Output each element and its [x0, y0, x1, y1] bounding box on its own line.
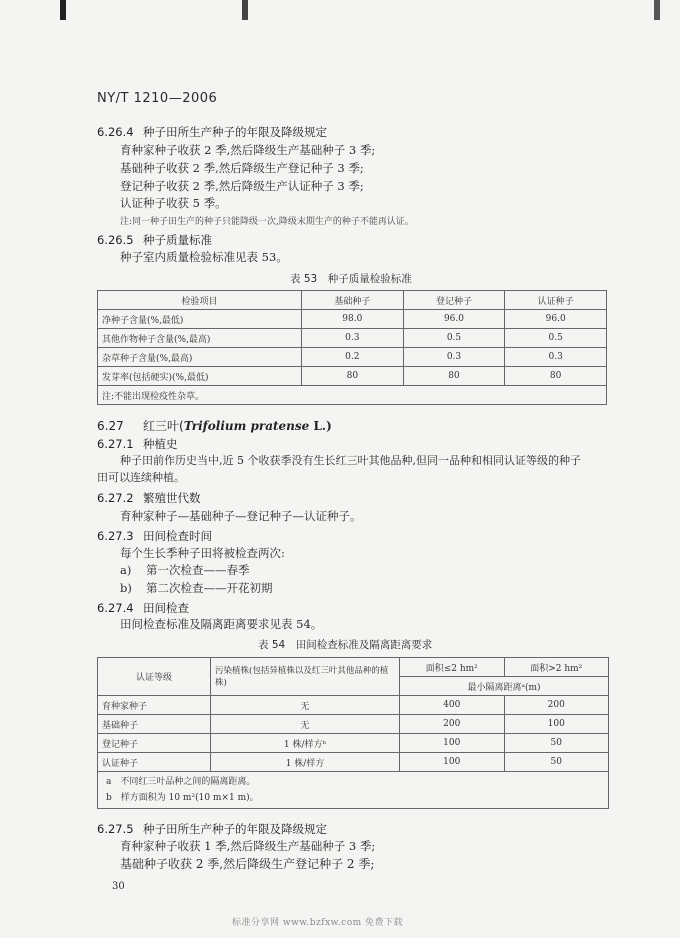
standard-number: NY/T 1210—2006	[97, 91, 218, 106]
footer-watermark: 标准分享网 www.bzfxw.com 免费下载	[232, 918, 404, 928]
cell: 登记种子	[98, 734, 211, 753]
section-number: 6.27.1	[97, 437, 134, 451]
page-number: 30	[112, 881, 125, 892]
paragraph-line: 种子田前作历史当中,近 5 个收获季没有生长红三叶其他品种,但同一品种和相同认证等级的种子	[120, 454, 581, 467]
table-notes	[98, 772, 609, 809]
list-label: b)	[120, 581, 132, 595]
table-row	[98, 367, 607, 386]
header-cell: 最小隔离距离ᵃ(m)	[400, 677, 609, 696]
table-note-row	[98, 772, 609, 809]
cell: 基础种子	[98, 715, 211, 734]
header-cell: 污染植株(包括异植株以及红三叶其他品种的植株)	[211, 658, 400, 696]
paragraph-line: 育种家种子收获 1 季,然后降级生产基础种子 3 季;	[120, 839, 376, 853]
table-row	[98, 696, 609, 715]
section-6-27-3-heading	[97, 528, 212, 544]
paragraph-line: 基础种子收获 2 季,然后降级生产登记种子 2 季;	[120, 857, 375, 871]
cell: 100	[400, 753, 505, 772]
table-53-caption: 表 53 种子质量检验标准	[290, 273, 412, 285]
section-number: 6.27.4	[97, 601, 134, 615]
list-text: 第二次检查——开花初期	[146, 581, 273, 595]
paragraph-line: 种子室内质量检验标准见表 53。	[120, 250, 288, 264]
top-border-artifact	[60, 0, 660, 20]
paragraph-line: 育种家种子—基础种子—登记种子—认证种子。	[120, 509, 362, 523]
cell: 200	[504, 696, 609, 715]
cell: 50	[504, 734, 609, 753]
cell: 0.5	[505, 329, 607, 348]
table-header-row	[98, 658, 609, 677]
table-row	[98, 734, 609, 753]
list-text: 第一次检查——春季	[146, 563, 250, 577]
section-number: 6.27.3	[97, 529, 134, 543]
table-53	[97, 290, 607, 405]
section-6-27-heading	[97, 417, 332, 434]
section-number: 6.27.2	[97, 491, 134, 505]
header-cell: 认证种子	[505, 291, 607, 310]
cell: 育种家种子	[98, 696, 211, 715]
cell: 100	[400, 734, 505, 753]
cell: 98.0	[302, 310, 404, 329]
table-note: 注:不能出现检疫性杂草。	[98, 386, 607, 405]
header-cell: 基础种子	[302, 291, 404, 310]
cell: 认证种子	[98, 753, 211, 772]
cell: 100	[504, 715, 609, 734]
latin-name: Trifolium pratense	[183, 419, 310, 433]
section-title: 田间检查时间	[143, 529, 212, 543]
cell: 80	[403, 367, 505, 386]
table-row	[98, 753, 609, 772]
cell: 0.3	[302, 329, 404, 348]
section-title: 田间检查	[143, 601, 189, 615]
cell: 0.5	[403, 329, 505, 348]
list-item	[120, 563, 250, 577]
table-54	[97, 657, 609, 809]
header-cell: 检验项目	[98, 291, 302, 310]
cell: 0.3	[505, 348, 607, 367]
section-title-suffix: L.)	[309, 419, 332, 433]
section-title: 种子田所生产种子的年限及降级规定	[143, 125, 327, 139]
table-row	[98, 715, 609, 734]
cell: 无	[211, 696, 400, 715]
header-cell: 面积>2 hm²	[504, 658, 609, 677]
list-item	[120, 581, 273, 595]
cell: 96.0	[403, 310, 505, 329]
paragraph-line: 育种家种子收获 2 季,然后降级生产基础种子 3 季;	[120, 143, 376, 157]
cell: 1 株/样方ᵇ	[211, 734, 400, 753]
paragraph-line: 每个生长季种子田将被检查两次:	[120, 546, 285, 560]
cell: 50	[504, 753, 609, 772]
section-title-prefix: 红三叶(	[143, 419, 184, 433]
table-note-row	[98, 386, 607, 405]
table-row	[98, 329, 607, 348]
header-cell: 认证等级	[98, 658, 211, 696]
cell: 200	[400, 715, 505, 734]
section-title: 种子质量标准	[143, 233, 212, 247]
cell: 发芽率(包括硬实)(%,最低)	[98, 367, 302, 386]
paragraph-line: 认证种子收获 5 季。	[120, 196, 227, 210]
header-cell: 面积≤2 hm²	[400, 658, 505, 677]
table-row	[98, 310, 607, 329]
table-row	[98, 348, 607, 367]
section-number: 6.26.4	[97, 125, 134, 139]
section-number: 6.26.5	[97, 233, 134, 247]
paragraph-line: 田间检查标准及隔离距离要求见表 54。	[120, 617, 323, 631]
table-footnote: b 样方面积为 10 m²(10 m×1 m)。	[106, 793, 259, 803]
section-note: 注:同一种子田生产的种子只能降级一次,降级末期生产的种子不能再认证。	[120, 217, 414, 227]
cell: 80	[505, 367, 607, 386]
list-label: a)	[120, 563, 132, 577]
section-6-27-1-heading	[97, 436, 178, 452]
table-header-row	[98, 291, 607, 310]
section-6-26-4-heading	[97, 124, 327, 140]
section-6-26-5-heading	[97, 232, 212, 248]
table-footnote: a 不同红三叶品种之间的隔离距离。	[106, 777, 256, 787]
section-title: 种植史	[143, 437, 178, 451]
section-title: 种子田所生产种子的年限及降级规定	[143, 822, 327, 836]
table-54-caption: 表 54 田间检查标准及隔离距离要求	[258, 639, 433, 651]
section-6-27-5-heading	[97, 821, 327, 837]
cell: 净种子含量(%,最低)	[98, 310, 302, 329]
cell: 96.0	[505, 310, 607, 329]
header-cell: 登记种子	[403, 291, 505, 310]
section-number: 6.27	[97, 419, 124, 433]
cell: 其他作物种子含量(%,最高)	[98, 329, 302, 348]
cell: 400	[400, 696, 505, 715]
cell: 80	[302, 367, 404, 386]
section-6-27-4-heading	[97, 600, 189, 616]
cell: 杂草种子含量(%,最高)	[98, 348, 302, 367]
paragraph-line: 基础种子收获 2 季,然后降级生产登记种子 3 季;	[120, 161, 364, 175]
cell: 0.2	[302, 348, 404, 367]
paragraph-line: 田可以连续种植。	[97, 471, 185, 484]
paragraph-line: 登记种子收获 2 季,然后降级生产认证种子 3 季;	[120, 179, 364, 193]
section-number: 6.27.5	[97, 822, 134, 836]
section-6-27-2-heading	[97, 490, 201, 506]
cell: 0.3	[403, 348, 505, 367]
cell: 1 株/样方	[211, 753, 400, 772]
cell: 无	[211, 715, 400, 734]
section-title: 繁殖世代数	[143, 491, 201, 505]
